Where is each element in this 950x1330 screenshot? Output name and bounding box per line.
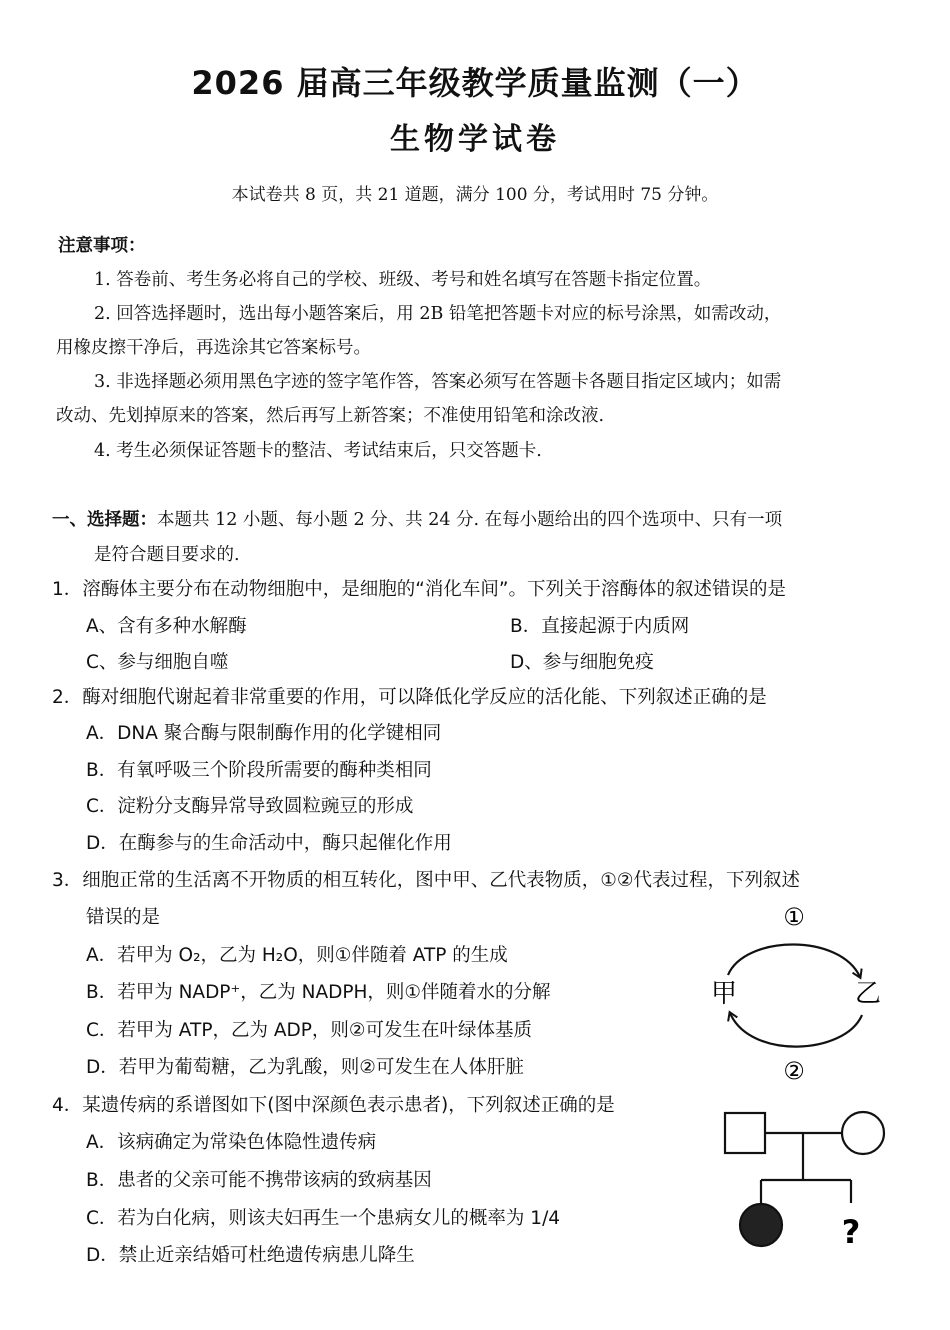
q3-arrow-process-1 [728,945,860,978]
q3-diagram-label-yi: 乙 [854,979,882,1009]
q2-option-d: D．在酶参与的生命活动中，酶只起催化作用 [86,833,452,854]
q1-option-b: B．直接起源于内质网 [510,616,690,637]
q2-option-b: B．有氧呼吸三个阶段所需要的酶种类相同 [86,760,432,781]
notice-item-3-line-2: 改动、先划掉原来的答案，然后再写上新答案；不准使用铅笔和涂改液. [56,406,605,426]
section-1-desc-line-2: 是符合题目要求的. [94,545,240,565]
q3-option-c: C．若甲为 ATP，乙为 ADP，则②可发生在叶绿体基质 [86,1020,532,1041]
section-1-header [52,506,782,531]
q3-cycle-diagram [700,895,900,1095]
q3-diagram-label-process-2: ② [783,1057,805,1085]
notice-item-3-line-1: 3. 非选择题必须用黑色字迹的签字笔作答，答案必须写在答题卡各题目指定区域内；如需 [94,372,782,392]
q3-option-d: D．若甲为葡萄糖，乙为乳酸，则②可发生在人体肝脏 [86,1057,524,1078]
notice-heading: 注意事项： [58,236,146,256]
q1-option-c: C、参与细胞自噬 [86,652,229,673]
q3-stem-line-2: 错误的是 [86,907,161,928]
notice-item-2-line-2: 用橡皮擦干净后，再选涂其它答案标号。 [56,338,371,358]
section-1-label: 一、选择题： [52,510,157,530]
q3-option-b: B．若甲为 NADP⁺，乙为 NADPH，则①伴随着水的分解 [86,982,551,1003]
notice-item-2-line-1: 2. 回答选择题时，选出每小题答案后，用 2B 铅笔把答题卡对应的标号涂黑，如需改动， [94,304,782,324]
q3-option-a: A．若甲为 O₂，乙为 H₂O，则①伴随着 ATP 的生成 [86,945,508,966]
q1-stem: 1．溶酶体主要分布在动物细胞中，是细胞的“消化车间”。下列关于溶酶体的叙述错误的是 [52,579,786,600]
pedigree-mother [842,1112,884,1154]
q4-pedigree-chart [715,1105,895,1255]
notice-item-4: 4. 考生必须保证答题卡的整洁、考试结束后，只交答题卡. [94,441,542,461]
page-title: 2026 届高三年级教学质量监测（一） [191,64,759,102]
q2-option-a: A．DNA 聚合酶与限制酶作用的化学键相同 [86,723,442,744]
q3-diagram-label-process-1: ① [783,903,805,931]
q3-stem-line-1: 3．细胞正常的生活离不开物质的相互转化，图中甲、乙代表物质，①②代表过程，下列叙述 [52,870,800,891]
pedigree-affected-daughter [740,1204,782,1246]
section-1-desc-line-1: 本题共 12 小题、每小题 2 分、共 24 分. 在每小题给出的四个选项中、只有一项 [157,510,783,530]
q3-arrow-process-2 [730,1013,862,1047]
q4-option-d: D．禁止近亲结婚可杜绝遗传病患儿降生 [86,1245,415,1266]
pedigree-father [725,1113,765,1153]
q2-stem: 2．酶对细胞代谢起着非常重要的作用，可以降低化学反应的活化能、下列叙述正确的是 [52,687,767,708]
notice-item-1: 1. 答卷前、考生务必将自己的学校、班级、考号和姓名填写在答题卡指定位置。 [94,270,712,290]
pedigree-unknown-child: ? [841,1213,861,1251]
page-subtitle: 生物学试卷 [390,122,560,157]
exam-info: 本试卷共 8 页，共 21 道题，满分 100 分，考试用时 75 分钟。 [231,185,719,205]
q4-option-c: C．若为白化病，则该夫妇再生一个患病女儿的概率为 1/4 [86,1208,561,1229]
q1-option-d: D、参与细胞免疫 [510,652,654,673]
q2-option-c: C．淀粉分支酶异常导致圆粒豌豆的形成 [86,796,414,817]
q1-option-a: A、含有多种水解酶 [86,616,247,637]
q4-option-b: B．患者的父亲可能不携带该病的致病基因 [86,1170,432,1191]
q4-option-a: A．该病确定为常染色体隐性遗传病 [86,1132,377,1153]
q3-diagram-label-jia: 甲 [710,979,738,1009]
q4-stem: 4．某遗传病的系谱图如下(图中深颜色表示患者)，下列叙述正确的是 [52,1095,615,1116]
